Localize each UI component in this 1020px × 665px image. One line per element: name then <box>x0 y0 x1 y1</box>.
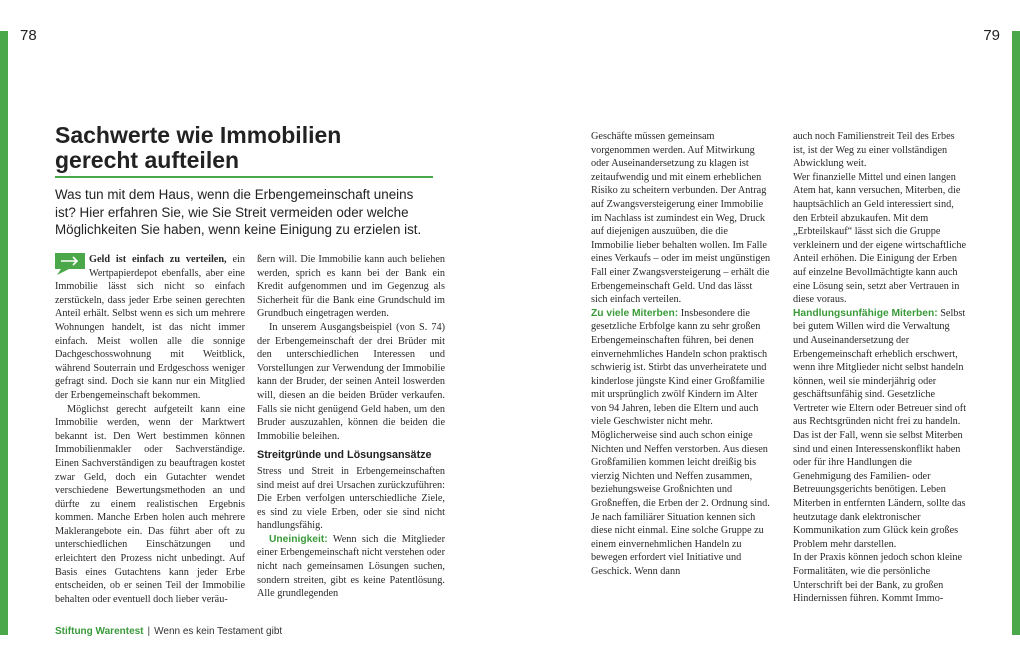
col1-paragraph-1 <box>55 253 245 403</box>
footer <box>55 626 282 637</box>
col1-lead: Geld ist einfach zu verteilen, <box>89 254 227 265</box>
chapter-title-line1: Sachwerte wie Immobilien <box>55 122 342 148</box>
col4-text-3: Selbst bei gutem Willen wird die Verwaltung und Auseinandersetzung der Erbengemeinschaft erheblich erschwert, wenn ihre Mitglieder nicht selbst handeln können, weil sie minderjährig oder geschäftsunfähig sind. Gesetzliche Vertreter wie Eltern oder Betreuer sind oft aus Rechtsgründen nicht frei zu handeln. Das ist der Fall, wenn sie selbst Miterben sind und einen Interessenskonflikt haben oder für ihre Handlungen die Genehmigung des Familien- oder Betreuungsgerichts benötigen. Leben Miterben in entfernten Ländern, sollte das heutzutage dank elektronischer Kommunikation zum Glück kein großes Problem mehr darstellen. <box>793 307 967 550</box>
footer-book-title: Wenn es kein Testament gibt <box>154 626 283 637</box>
arrow-flag-icon <box>55 253 85 275</box>
column-1 <box>55 253 245 606</box>
footer-separator: | <box>147 626 151 637</box>
col4-paragraph-2: Wer finanzielle Mittel und einen langen Atem hat, kann versuchen, Miterben, die hauptsächlich an Geld interessiert sind, den Erbteil abzukaufen. Mit dem „Erbteilskauf“ lässt sich die Gruppe verkleinern und der eigene wirtschaftliche Anteil erhöhen. Die Einigung der Erben auf einzelne Bevollmächtigte kann auch eine Lösung sein, setzt aber Vertrauen in diese voraus. <box>793 171 967 306</box>
col2-paragraph-4 <box>257 533 445 601</box>
col3-paragraph-1: Geschäfte müssen gemeinsam vorgenommen werden. Auf Mitwirkung oder Auseinandersetzung zu klagen ist zeitaufwendig und mit einem erheblichen Risiko zu scheitern verbunden. Der Antrag auf Zwangsversteigerung einer Immobilie im Nachlass ist zumindest ein Weg, Druck auf diejenigen auszuüben, die die Immobilie lieber behalten wollen. Im Falle eines Verkaufs – oder im meist ungünstigen Fall einer Zwangsversteigerung – erhält die Erbengemeinschaft Geld. Und das lässt sich einfach verteilen. <box>591 131 771 306</box>
left-edge-bar <box>0 31 8 635</box>
intro-text: Was tun mit dem Haus, wenn die Erbengemeinschaft uneins ist? Hier erfahren Sie, wie Sie Streit vermeiden oder welche Möglichkeiten Sie haben, wenn keine Einigung zu erzielen ist. <box>55 187 422 237</box>
col2-paragraph-3: Stress und Streit in Erbengemeinschaften sind meist auf drei Ursachen zurückzuführen: Die Erben verfolgen unterschiedliche Ziele, es sind zu viele Erben, oder sie sind nicht handlungsfähig. <box>257 465 445 532</box>
col2-paragraph-2: In unserem Ausgangsbeispiel (von S. 74) der Erbengemeinschaft der drei Brüder mit den unterschiedlichen Interessen und Vorstellungen zur Verwendung der Immobilie kann der Bruder, der seinen Anteil loswerden will, diesen an die beiden Brüder verkaufen. Falls sie nicht genügend Geld haben, um den Bruder auszuzahlen, können die beiden die Immobilie beleihen. <box>257 321 445 442</box>
col4-paragraph-1: auch noch Familienstreit Teil des Erbes ist, ist der Weg zu einer vollständigen Abwicklung weit. <box>793 131 955 170</box>
col2-text-4: Wenn sich die Mitglieder einer Erbengemeinschaft nicht verstehen oder nicht nach gemeinsamen Lösungen suchen, sondern streiten, gibt es keine Patentlösung. Alle grundlegenden <box>257 533 445 600</box>
chapter-title-line2: gerecht aufteilen <box>55 147 240 173</box>
col3-paragraph-2 <box>591 307 771 579</box>
col4-paragraph-3 <box>793 307 967 552</box>
col4-paragraph-4: In der Praxis können jedoch schon kleine Formalitäten, wie die persönliche Unterschrift bei der Bank, zu großen Hindernissen führen. Kommt Immo- <box>793 552 963 605</box>
page-number-right: 79 <box>983 27 1000 44</box>
col3-text-2: Insbesondere die gesetzliche Erbfolge kann zu sehr großen Erbengemeinschaften führen, bei denen einvernehmliches Handeln schon praktisch schwierig ist. Stirbt das unverheiratete und kinderlose jüngste Kind einer Großfamilie mit ursprünglich zwölf Kindern im Alter von 94 Jahren, leben die Eltern und auch viele Geschwister nicht mehr. Möglicherweise sind auch schon einige Nichten und Neffen verstorben. Aus diesen Großfamilien kommen leicht dreißig bis vierzig Nichten und Neffen zusammen, beziehungsweise Großnichten und Großneffen, die Erben der 2. Ordnung sind. Je nach familiärer Situation kennen sich diese nicht einmal. Eine solche Gruppe zu einem einvernehmlichen Handeln zu bewegen erfordert viel Initiative und Geschick. Wenn dann <box>591 307 770 577</box>
col2-paragraph-1: ßern will. Die Immobilie kann auch beliehen werden, sprich es kann bei der Bank ein Kredit aufgenommen und im Gegenzug als Sicherheit für die Bank eine Grundschuld im Grundbuch eingetragen werden. <box>257 254 445 320</box>
col1-text-1: ein Wertpapierdepot ebenfalls, aber eine Immobilie lässt sich nicht so einfach zerstückeln, dass jeder Erbe seinen gerechten Anteil erhält. Selbst wenn es sich um mehrere Wohnungen handelt, ist das nicht immer einfach. Meist wollen alle die sonnige Dachgeschosswohnung mit Weitblick, während Souterrain und Erdgeschoss weniger gefragt sind. Doch sie kann nur ein Mitglied der Erbengemeinschaft bekommen. <box>55 254 245 401</box>
chapter-title <box>55 123 435 173</box>
keyword-uneinigkeit: Uneinigkeit: <box>269 533 328 545</box>
column-4 <box>793 130 967 606</box>
title-underline <box>55 176 433 178</box>
page-number-left: 78 <box>20 27 37 44</box>
col2-subheading: Streitgründe und Lösungsansätze <box>257 449 432 462</box>
col1-paragraph-2: Möglichst gerecht aufgeteilt kann eine Immobilie werden, wenn der Marktwert bekannt ist. Den Wert bestimmen können Immobilienmakler oder Sachverständige. Einen Sachverständigen zu beauftragen kostet zwar Geld, doch ein Gutachter wendet verschiedene Bewertungsmethoden an und dürfte zu einem realistischen Ergebnis kommen. Manche Erben holen auch mehrere Maklerangebote ein. Das führt aber oft zu unterschiedlichen Einschätzungen und erleichtert den Prozess nicht unbedingt. Auf Basis eines Gutachtens kann jeder Erbe entscheiden, ob er seinen Teil der Immobilie behalten oder eventuell doch lieber veräu- <box>55 403 245 605</box>
keyword-handlungsunfaehige-miterben: Handlungsunfähige Miterben: <box>793 307 938 319</box>
column-3 <box>591 130 771 579</box>
keyword-zu-viele-miterben: Zu viele Miterben: <box>591 307 679 319</box>
right-edge-bar <box>1012 31 1020 635</box>
column-2 <box>257 253 445 601</box>
footer-brand: Stiftung Warentest <box>55 626 144 637</box>
